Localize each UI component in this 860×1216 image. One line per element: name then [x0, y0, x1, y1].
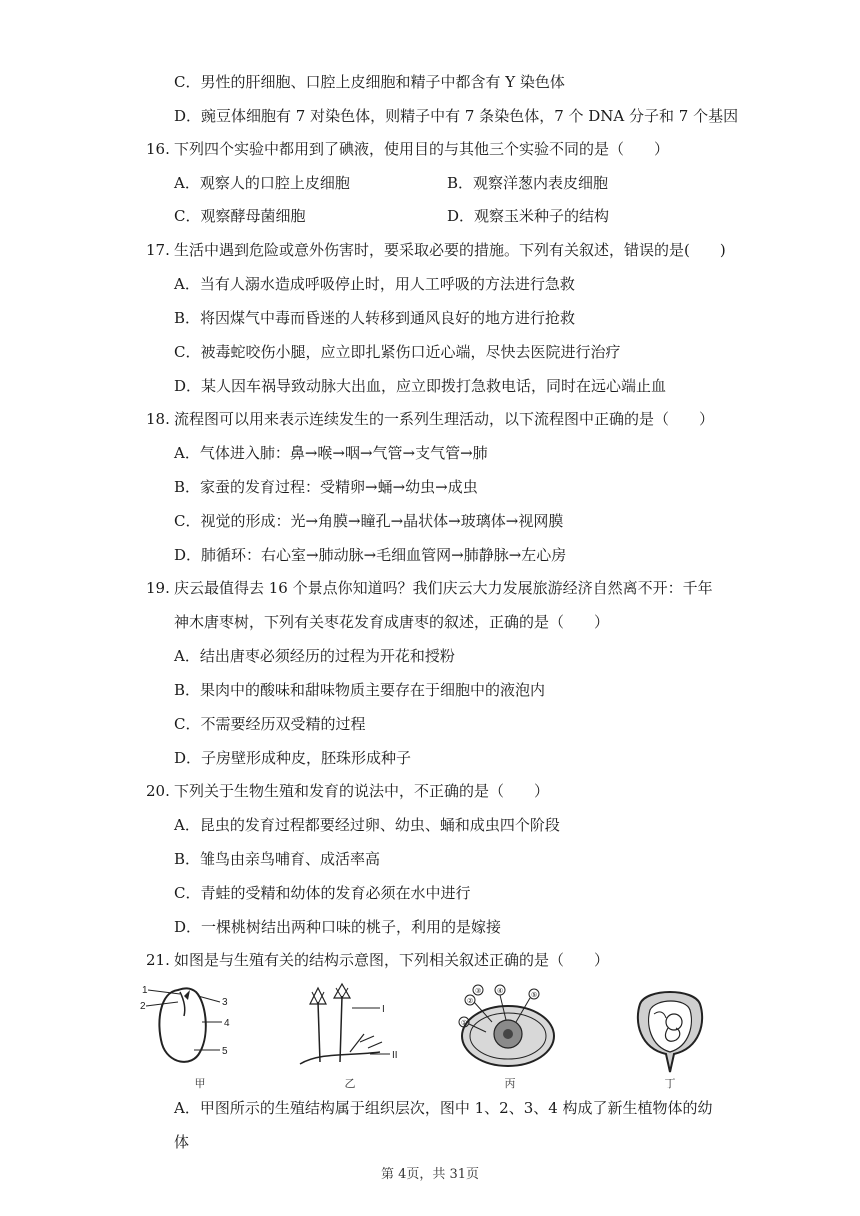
q18-option-c: C．视觉的形成：光→角膜→瞳孔→晶状体→玻璃体→视网膜 — [174, 512, 564, 530]
figure-label-bing: 丙 — [504, 1077, 516, 1090]
q20-option-d: D．一棵桃树结出两种口味的桃子，利用的是嫁接 — [174, 918, 502, 936]
svg-text:5: 5 — [222, 1046, 228, 1057]
svg-text:I: I — [382, 1004, 385, 1015]
q21-figures — [140, 982, 740, 1092]
svg-text:4: 4 — [224, 1018, 230, 1029]
q18-option-d: D．肺循环：右心室→肺动脉→毛细血管网→肺静脉→左心房 — [174, 546, 567, 564]
q20-stem: 下列关于生物生殖和发育的说法中，不正确的是（ ） — [174, 782, 550, 800]
figure-yi — [290, 982, 410, 1092]
svg-text:⑤: ⑤ — [531, 992, 538, 999]
q21-stem: 如图是与生殖有关的结构示意图，下列相关叙述正确的是（ ） — [174, 951, 610, 969]
q15-option-c: C．男性的肝细胞、口腔上皮细胞和精子中都含有 Y 染色体 — [174, 73, 565, 91]
q17-option-d: D．某人因车祸导致动脉大出血，应立即拨打急救电话，同时在远心端止血 — [174, 377, 667, 395]
q21-number: 21. — [146, 951, 170, 969]
seed-diagram-icon — [140, 982, 260, 1074]
svg-text:3: 3 — [222, 997, 228, 1008]
q15-option-d: D．豌豆体细胞有 7 对染色体，则精子中有 7 条染色体，7 个 DNA 分子和 7 个基因 — [174, 107, 739, 125]
q19-number: 19. — [146, 579, 170, 597]
svg-text:II: II — [392, 1050, 398, 1061]
figure-jia — [140, 982, 260, 1092]
q19-option-a: A．结出唐枣必须经历的过程为开花和授粉 — [174, 647, 455, 665]
q17-option-c: C．被毒蛇咬伤小腿，应立即扎紧伤口近心端，尽快去医院进行治疗 — [174, 343, 621, 361]
q20-option-b: B．雏鸟由亲鸟哺育、成活率高 — [174, 850, 381, 868]
q16-option-a: A．观察人的口腔上皮细胞 — [174, 174, 350, 192]
egg-diagram-icon — [450, 982, 570, 1074]
q18-stem: 流程图可以用来表示连续发生的一系列生理活动，以下流程图中正确的是（ ） — [174, 410, 715, 428]
q18-number: 18. — [146, 410, 170, 428]
q16-option-b: B．观察洋葱内表皮细胞 — [447, 174, 609, 192]
uterus-diagram-icon — [610, 982, 730, 1074]
svg-text:④: ④ — [497, 988, 504, 995]
q17-option-a: A．当有人溺水造成呼吸停止时，用人工呼吸的方法进行急救 — [174, 275, 575, 293]
q19-stem-line-2: 神木唐枣树，下列有关枣花发育成唐枣的叙述，正确的是（ ） — [174, 613, 610, 631]
figure-label-ding: 丁 — [664, 1077, 676, 1090]
figure-label-yi: 乙 — [344, 1077, 356, 1090]
q19-stem-line-1: 庆云最值得去 16 个景点你知道吗？我们庆云大力发展旅游经济自然离不开：千年 — [174, 579, 713, 597]
page-footer: 第 4页，共 31页 — [380, 1167, 480, 1182]
q16-stem: 下列四个实验中都用到了碘液，使用目的与其他三个实验不同的是（ ） — [174, 140, 670, 158]
svg-text:①: ① — [461, 1020, 468, 1027]
q19-option-c: C．不需要经历双受精的过程 — [174, 715, 366, 733]
q21-option-a: A．甲图所示的生殖结构属于组织层次，图中 1、2、3、4 构成了新生植物体的幼 — [174, 1099, 713, 1117]
q21-option-a-continued: 体 — [174, 1133, 190, 1151]
q18-option-b: B．家蚕的发育过程：受精卵→蛹→幼虫→成虫 — [174, 478, 478, 496]
moss-diagram-icon — [290, 982, 410, 1074]
q19-option-d: D．子房壁形成种皮，胚珠形成种子 — [174, 749, 412, 767]
q16-number: 16. — [146, 140, 170, 158]
q17-option-b: B．将因煤气中毒而昏迷的人转移到通风良好的地方进行抢救 — [174, 309, 576, 327]
svg-text:1: 1 — [142, 985, 148, 996]
svg-text:②: ② — [467, 998, 474, 1005]
q19-option-b: B．果肉中的酸味和甜味物质主要存在于细胞中的液泡内 — [174, 681, 546, 699]
q18-option-a: A．气体进入肺：鼻→喉→咽→气管→支气管→肺 — [174, 444, 488, 462]
svg-text:③: ③ — [475, 988, 482, 995]
svg-text:2: 2 — [140, 1001, 146, 1012]
q16-option-d: D．观察玉米种子的结构 — [447, 207, 610, 225]
q16-option-c: C．观察酵母菌细胞 — [174, 207, 306, 225]
q17-stem: 生活中遇到危险或意外伤害时，要采取必要的措施。下列有关叙述，错误的是( ) — [174, 241, 726, 259]
figure-label-jia: 甲 — [194, 1077, 206, 1090]
q20-option-c: C．青蛙的受精和幼体的发育必须在水中进行 — [174, 884, 471, 902]
figure-ding — [610, 982, 730, 1092]
q17-number: 17. — [146, 241, 170, 259]
q20-option-a: A．昆虫的发育过程都要经过卵、幼虫、蛹和成虫四个阶段 — [174, 816, 560, 834]
q20-number: 20. — [146, 782, 170, 800]
figure-bing — [450, 982, 570, 1092]
